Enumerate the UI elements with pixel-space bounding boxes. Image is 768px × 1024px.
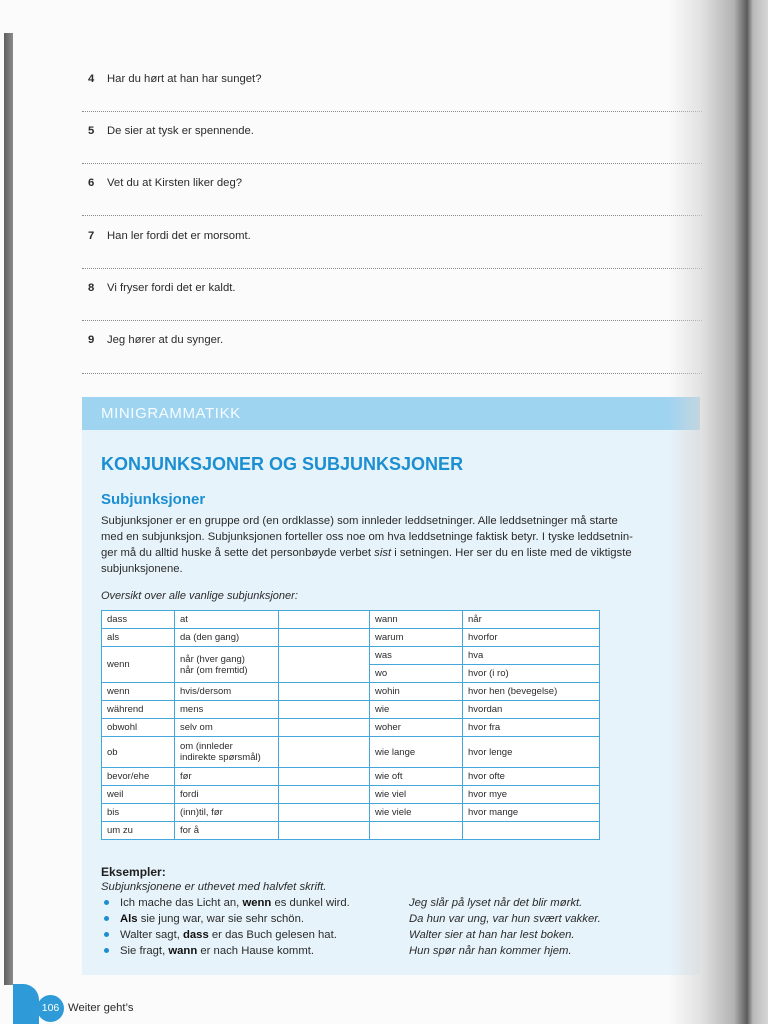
bullet-icon xyxy=(104,948,109,953)
norwegian-translation: hvorfor xyxy=(463,629,600,647)
table-row xyxy=(102,804,600,822)
norwegian-translation: hvor lenge xyxy=(463,737,600,768)
empty-cell xyxy=(279,701,370,719)
answer-line xyxy=(82,268,702,269)
page-number: 106 xyxy=(37,995,64,1022)
exercise-sentence: Vet du at Kirsten liker deg? xyxy=(107,177,243,189)
answer-line xyxy=(82,111,702,112)
answer-line xyxy=(82,163,702,164)
exercise-item xyxy=(88,332,223,348)
norwegian-translation xyxy=(175,804,279,822)
norwegian-translation xyxy=(175,786,279,804)
subjunction-highlight: Als xyxy=(120,913,138,925)
translation-line: om (innleder xyxy=(180,741,233,752)
bullet-icon xyxy=(104,916,109,921)
german-question-word: was xyxy=(370,647,463,665)
subjunction-highlight: dass xyxy=(183,929,209,941)
norwegian-translation: hvor hen (bevegelse) xyxy=(463,683,600,701)
german-subjunction: bevor/ehe xyxy=(102,768,175,786)
intro-paragraph xyxy=(101,513,633,577)
subjunction-highlight: wenn xyxy=(242,897,272,909)
german-example xyxy=(120,911,304,927)
exercise-item xyxy=(88,280,236,296)
german-subjunction: als xyxy=(102,629,175,647)
german-question-word: wie xyxy=(370,701,463,719)
empty-cell xyxy=(279,768,370,786)
example-text: es dunkel wird. xyxy=(271,897,350,909)
german-example xyxy=(120,927,337,943)
translation-line: selv om xyxy=(180,722,213,733)
norwegian-translation: hvordan xyxy=(463,701,600,719)
norwegian-translation xyxy=(175,737,279,768)
exercise-sentence: Jeg hører at du synger. xyxy=(107,334,224,346)
bullet-icon xyxy=(104,900,109,905)
exercise-sentence: Vi fryser fordi det er kaldt. xyxy=(107,282,236,294)
exercise-item xyxy=(88,71,261,87)
empty-cell xyxy=(279,629,370,647)
norwegian-translation xyxy=(175,647,279,683)
emphasis-word: sist xyxy=(374,547,392,559)
norwegian-translation: hvor (i ro) xyxy=(463,665,600,683)
paragraph-line xyxy=(101,545,633,561)
norwegian-translation: hva xyxy=(463,647,600,665)
norwegian-example-translation: Jeg slår på lyset når det blir mørkt. xyxy=(409,897,583,909)
german-subjunction: während xyxy=(102,701,175,719)
translation-line: da (den gang) xyxy=(180,632,240,643)
translation-line: når (om fremtid) xyxy=(180,664,248,676)
empty-cell xyxy=(279,647,370,683)
norwegian-translation xyxy=(175,701,279,719)
german-question-word: wo xyxy=(370,665,463,683)
example-text: sie jung war, war sie sehr schön. xyxy=(137,913,304,925)
exercise-item xyxy=(88,228,251,244)
empty-cell xyxy=(279,737,370,768)
page-tab xyxy=(13,984,39,1024)
exercise-number: 7 xyxy=(88,230,95,242)
answer-line xyxy=(82,320,702,321)
table-row xyxy=(102,768,600,786)
empty-cell xyxy=(279,611,370,629)
paragraph-line: med en subjunksjon. Subjunksjonen forteller oss noe om hva leddsetninge faktisk betyr. I tyske leddsetnin- xyxy=(101,531,633,543)
norwegian-translation xyxy=(175,822,279,840)
german-example xyxy=(120,895,350,911)
paragraph-line: Subjunksjoner er en gruppe ord (en ordklasse) som innleder leddsetninger. Alle leddsetninger må starte xyxy=(101,515,618,527)
german-question-word: wie lange xyxy=(370,737,463,768)
norwegian-translation: hvor mange xyxy=(463,804,600,822)
translation-line: når (hver gang) xyxy=(180,653,245,665)
table-row xyxy=(102,719,600,737)
german-question-word: warum xyxy=(370,629,463,647)
exercise-item xyxy=(88,123,254,139)
table-row xyxy=(102,683,600,701)
paragraph-line: subjunksjonene. xyxy=(101,563,183,575)
norwegian-example-translation: Walter sier at han har lest boken. xyxy=(409,929,575,941)
translation-line: (inn)til, før xyxy=(180,807,223,818)
german-question-word: wie viele xyxy=(370,804,463,822)
minigrammatikk-banner xyxy=(82,397,700,430)
translation-line: mens xyxy=(180,704,204,715)
german-subjunction: um zu xyxy=(102,822,175,840)
bullet-icon xyxy=(104,932,109,937)
examples-heading: Eksempler: xyxy=(101,865,166,879)
paragraph-text: ger må du alltid huske å sette det personbøyde verbet xyxy=(101,547,375,559)
grammar-subtitle: Subjunksjoner xyxy=(101,491,206,508)
translation-line: at xyxy=(180,614,188,625)
german-subjunction: wenn xyxy=(102,647,175,683)
exercise-number: 4 xyxy=(88,73,95,85)
example-text: er nach Hause kommt. xyxy=(197,945,315,957)
norwegian-translation xyxy=(175,611,279,629)
empty-cell xyxy=(279,683,370,701)
german-subjunction: bis xyxy=(102,804,175,822)
empty-cell xyxy=(279,719,370,737)
german-question-word: wann xyxy=(370,611,463,629)
grammar-title: KONJUNKSJONER OG SUBJUNKSJONER xyxy=(101,454,464,474)
book-title: Weiter geht’s xyxy=(68,1002,134,1014)
translation-line: før xyxy=(180,771,192,782)
answer-line xyxy=(82,215,702,216)
example-text: Walter sagt, xyxy=(120,929,183,941)
empty-cell xyxy=(370,822,463,840)
example-text: er das Buch gelesen hat. xyxy=(208,929,337,941)
translation-line: fordi xyxy=(180,789,199,800)
table-row xyxy=(102,647,600,665)
subjunction-highlight: wann xyxy=(168,945,198,957)
scan-edge-left xyxy=(4,33,13,985)
table-caption: Oversikt over alle vanlige subjunksjoner: xyxy=(101,590,298,602)
german-question-word: wie oft xyxy=(370,768,463,786)
norwegian-example-translation: Da hun var ung, var hun svært vakker. xyxy=(409,913,601,925)
exercise-sentence: Han ler fordi det er morsomt. xyxy=(107,230,251,242)
norwegian-translation: hvor fra xyxy=(463,719,600,737)
german-subjunction: ob xyxy=(102,737,175,768)
exercise-sentence: De sier at tysk er spennende. xyxy=(107,125,254,137)
german-subjunction: weil xyxy=(102,786,175,804)
translation-line: hvis/dersom xyxy=(180,686,232,697)
norwegian-translation: når xyxy=(463,611,600,629)
empty-cell xyxy=(279,786,370,804)
banner-label: MINIGRAMMATIKK xyxy=(101,405,241,422)
example-text: Ich mache das Licht an, xyxy=(120,897,243,909)
page-curl-shadow xyxy=(668,0,768,1024)
examples-note: Subjunksjonene er uthevet med halvfet skrift. xyxy=(101,881,327,893)
german-question-word: wie viel xyxy=(370,786,463,804)
subjunction-table xyxy=(101,610,600,840)
norwegian-translation xyxy=(175,629,279,647)
german-question-word: woher xyxy=(370,719,463,737)
empty-cell xyxy=(279,804,370,822)
table-row xyxy=(102,822,600,840)
german-subjunction: wenn xyxy=(102,683,175,701)
norwegian-translation xyxy=(175,768,279,786)
exercise-item xyxy=(88,175,242,191)
german-subjunction: dass xyxy=(102,611,175,629)
german-question-word: wohin xyxy=(370,683,463,701)
exercise-sentence: Har du hørt at han har sunget? xyxy=(107,73,262,85)
norwegian-translation xyxy=(175,719,279,737)
exercise-number: 8 xyxy=(88,282,95,294)
german-example xyxy=(120,943,314,959)
table-row xyxy=(102,611,600,629)
answer-line xyxy=(82,373,702,374)
translation-line: for å xyxy=(180,825,200,836)
exercise-number: 5 xyxy=(88,125,95,137)
table-row xyxy=(102,737,600,768)
german-subjunction: obwohl xyxy=(102,719,175,737)
exercise-number: 9 xyxy=(88,334,95,346)
table-row xyxy=(102,629,600,647)
norwegian-translation: hvor mye xyxy=(463,786,600,804)
example-text: Sie fragt, xyxy=(120,945,169,957)
norwegian-example-translation: Hun spør når han kommer hjem. xyxy=(409,945,572,957)
exercise-number: 6 xyxy=(88,177,95,189)
norwegian-translation xyxy=(175,683,279,701)
empty-cell xyxy=(279,822,370,840)
table-row xyxy=(102,701,600,719)
norwegian-translation: hvor ofte xyxy=(463,768,600,786)
translation-line: indirekte spørsmål) xyxy=(180,752,261,763)
paragraph-text: i setningen. Her ser du en liste med de viktigste xyxy=(391,547,632,559)
table-row xyxy=(102,786,600,804)
empty-cell xyxy=(463,822,600,840)
